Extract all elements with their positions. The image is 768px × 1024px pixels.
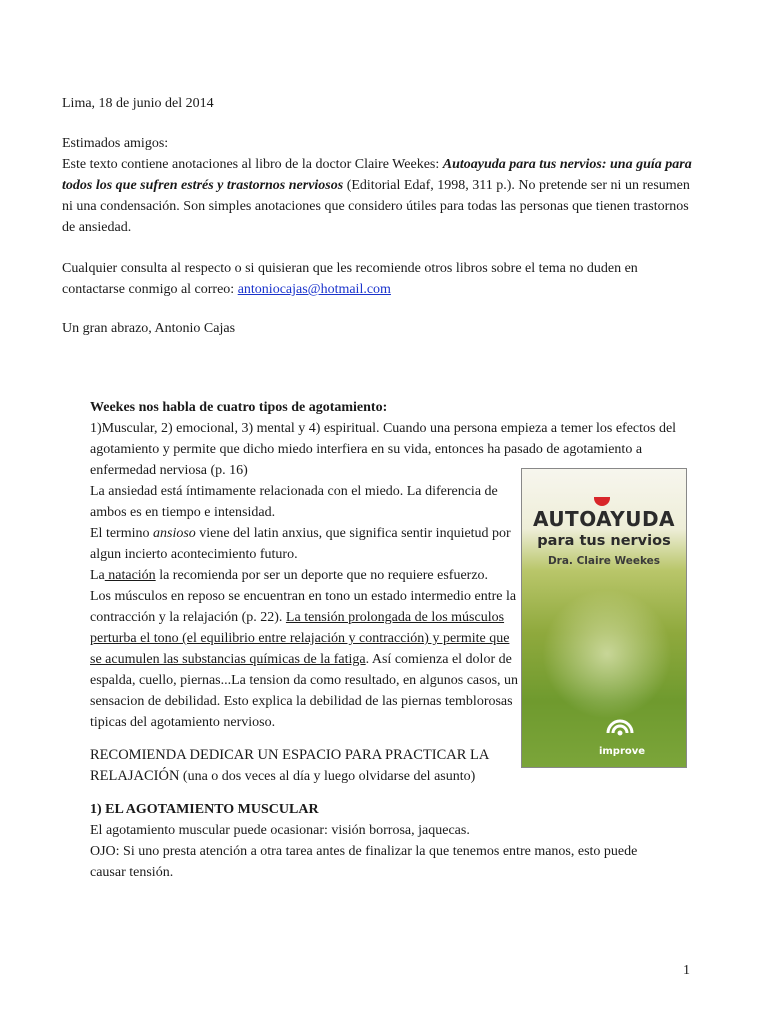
book-title: Autoayuda para tus nervios: una guía para todos los que sufren estrés y trastornos nerviosos: [62, 157, 692, 193]
p3-text-a: El termino: [90, 526, 153, 541]
greeting: Estimados amigos:: [62, 136, 169, 151]
paragraph-relaxation: [90, 745, 510, 787]
email-link[interactable]: antoniocajas@hotmail.com: [237, 282, 391, 297]
p4-text-b: la recomienda por ser un deporte que no requiere esfuerzo.: [155, 568, 489, 583]
consult-text: Cualquier consulta al respecto o si quisieran que les recomiende otros libros sobre el tema no duden en contactarse conmigo al correo:: [62, 261, 638, 297]
book-cover-title: AUTOAYUDA: [532, 507, 676, 531]
p5-text-a: Los músculos en reposo se encuentran en tono un estado intermedio entre la contracción y la relajación (p. 22).: [90, 589, 517, 625]
intro-text-1: Este texto contiene anotaciones al libro de la doctor Claire Weekes:: [62, 157, 443, 172]
consult-paragraph: [62, 258, 702, 300]
publisher-name: improve: [598, 746, 646, 757]
light-glow: [542, 589, 672, 719]
p3-italic: ansioso: [153, 526, 196, 541]
book-cover-image: [521, 468, 687, 768]
section-heading: Weekes nos habla de cuatro tipos de agotamiento:: [90, 400, 388, 415]
book-cover-author: Dra. Claire Weekes: [547, 555, 661, 567]
letter-date: Lima, 18 de junio del 2014: [62, 96, 214, 111]
book-cover-subtitle: para tus nervios: [537, 533, 671, 549]
paragraph-muscular-effects: El agotamiento muscular puede ocasionar: visión borrosa, jaquecas.: [90, 823, 470, 838]
paragraph-types: 1)Muscular, 2) emocional, 3) mental y 4) espiritual. Cuando una persona empieza a temer los efectos del agotamiento y permite que dicho miedo interfiera en su vida, entonces ha pasado de agotamiento a enfermedad nerviosa (p. 16): [90, 421, 677, 478]
paragraph-ojo: OJO: Si uno presta atención a otra tarea antes de finalizar la que tenemos entre manos, esto puede causar tensión.: [90, 844, 638, 880]
p5-text-b: . Así comienza el dolor de espalda, cuello, piernas...La tension da como resultado, en algunos casos, un sensacion de debilidad. Esto explica la debilidad de las piernas temblorosas tipicas del agotamiento nervioso.: [90, 652, 519, 730]
paragraph-muscles: [90, 586, 520, 733]
paragraph-swimming: [90, 565, 520, 586]
p6-rest: (una o dos veces al día y luego olvidarse del asunto): [179, 769, 476, 784]
signoff: Un gran abrazo, Antonio Cajas: [62, 321, 236, 336]
p4-underlined: natación: [104, 568, 156, 583]
paragraph-anxiety: La ansiedad está íntimamente relacionada con el miedo. La diferencia de ambos es en tiempo e intensidad.: [90, 484, 498, 520]
paragraph-ansioso: [90, 523, 520, 565]
cup-icon: [594, 497, 610, 506]
intro-text-2: (Editorial Edaf, 1998, 311 p.). No pretende ser ni un resumen ni una condensación. Son simples anotaciones que considero útiles para todas las personas que tienen trastornos de ansiedad.: [62, 178, 690, 235]
p5-underlined: La tensión prolongada de los músculos perturba el tono (el equilibrio entre relajación y contracción) y permite que se acumulen las substancias químicas de la fatiga: [90, 610, 510, 667]
p3-text-b: viene del latin anxius, que significa sentir inquietud por algun incierto acontecimiento futuro.: [90, 526, 511, 562]
p6-caps: RECOMIENDA DEDICAR UN ESPACIO PARA PRACTICAR LA RELAJACIÓN: [90, 747, 489, 784]
p4-text-a: La: [90, 568, 105, 583]
heading-muscular: 1) EL AGOTAMIENTO MUSCULAR: [90, 802, 319, 817]
page-number: 1: [683, 963, 690, 978]
intro-paragraph: [62, 154, 702, 238]
